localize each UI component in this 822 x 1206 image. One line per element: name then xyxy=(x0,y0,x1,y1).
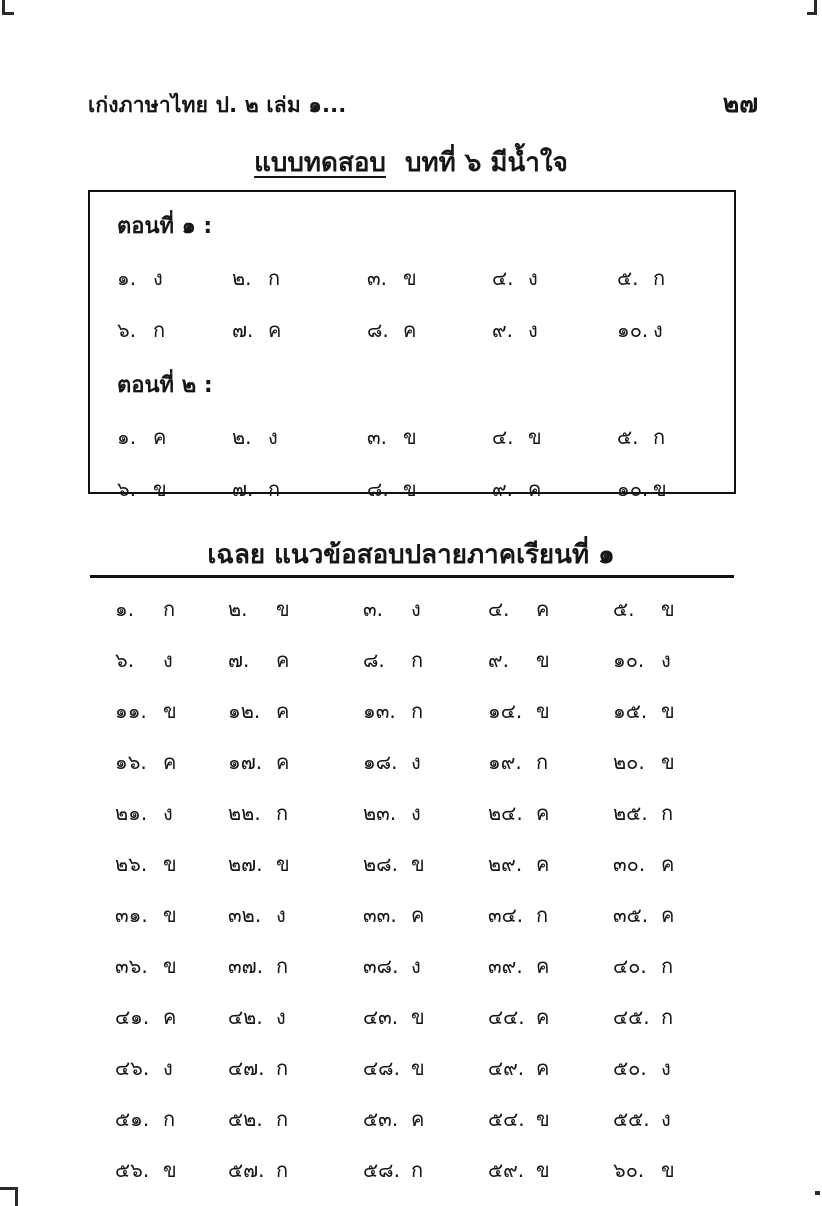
answer-item xyxy=(363,797,488,829)
answer-number: ๒๖. xyxy=(115,852,148,876)
answer-choice: ง xyxy=(163,801,173,825)
answer-number: ๖. xyxy=(117,318,137,342)
answer-choice: ข xyxy=(403,425,417,449)
answer-choice: ก xyxy=(653,425,666,449)
answer-item xyxy=(115,1052,228,1084)
answer-number: ๗. xyxy=(232,477,254,501)
answer-number: ๒๔. xyxy=(488,801,523,825)
answer-number: ๕. xyxy=(617,266,639,290)
answer-number: ๓๑. xyxy=(115,903,148,927)
answer-choice: ค xyxy=(536,954,550,978)
answer-number: ๑๐. xyxy=(617,318,649,342)
answer-number: ๑๙. xyxy=(488,750,522,774)
answer-item xyxy=(613,644,723,676)
test-answer-box xyxy=(88,190,736,501)
answer-number: ๕๐. xyxy=(613,1056,647,1080)
answer-number: ๔๐. xyxy=(613,954,647,978)
answer-choice: ง xyxy=(163,1056,173,1080)
answer-number: ๔๘. xyxy=(363,1056,400,1080)
answer-number: ๓. xyxy=(363,597,384,621)
answer-item xyxy=(228,695,363,727)
answer-item xyxy=(363,1052,488,1084)
answer-number: ๕๘. xyxy=(363,1158,400,1182)
answer-number: ๑๓. xyxy=(363,699,396,723)
answer-item xyxy=(488,644,613,676)
answer-number: ๔๑. xyxy=(115,1005,150,1029)
answer-item xyxy=(613,950,723,982)
answer-choice: ค xyxy=(536,1056,550,1080)
answer-item xyxy=(228,848,363,880)
answer-number: ๒. xyxy=(232,266,252,290)
answer-choice: ค xyxy=(528,477,542,501)
answer-choice: ข xyxy=(153,477,167,501)
answer-choice: ข xyxy=(411,1005,425,1029)
answer-choice: ค xyxy=(163,1005,177,1029)
answer-number: ๓๔. xyxy=(488,903,524,927)
answer-item xyxy=(228,899,363,931)
answer-choice: ข xyxy=(163,852,177,876)
answer-item xyxy=(488,848,613,880)
answer-choice: ข xyxy=(528,425,542,449)
answer-number: ๕๑. xyxy=(115,1107,150,1131)
answer-choice: ง xyxy=(528,318,538,342)
answer-choice: ข xyxy=(411,852,425,876)
answer-item xyxy=(367,421,492,453)
answer-number: ๔๖. xyxy=(115,1056,150,1080)
answer-number: ๕๗. xyxy=(228,1158,265,1182)
answer-choice: ง xyxy=(528,266,538,290)
answer-item xyxy=(488,1001,613,1033)
answer-choice: ง xyxy=(268,425,278,449)
answer-item xyxy=(115,593,228,625)
answer-number: ๒. xyxy=(228,597,248,621)
answer-item xyxy=(363,746,488,778)
answer-item xyxy=(228,1052,363,1084)
answer-item xyxy=(613,899,723,931)
answer-choice: ก xyxy=(411,648,424,672)
answer-choice: ก xyxy=(153,318,166,342)
answer-number: ๒๐. xyxy=(613,750,645,774)
answer-item xyxy=(228,1154,363,1186)
answer-item xyxy=(363,899,488,931)
answer-choice: ข xyxy=(411,1056,425,1080)
answer-number: ๕. xyxy=(613,597,635,621)
answer-number: ๑. xyxy=(117,266,137,290)
answer-choice: ก xyxy=(268,477,281,501)
answer-choice: ก xyxy=(661,801,674,825)
answer-item xyxy=(613,695,723,727)
part1-answers-grid xyxy=(117,262,734,346)
answer-number: ๑. xyxy=(115,597,135,621)
answer-number: ๑. xyxy=(117,425,137,449)
answer-choice: ก xyxy=(268,266,281,290)
answer-number: ๔. xyxy=(492,266,514,290)
crop-mark-bottom-left xyxy=(0,1187,18,1206)
answer-key-title: เฉลย แนวข้อสอบปลายภาคเรียนที่ ๑ xyxy=(207,540,615,570)
answer-number: ๑๑. xyxy=(115,699,147,723)
answer-choice: ก xyxy=(536,903,549,927)
answer-choice: ง xyxy=(153,266,163,290)
answer-number: ๘. xyxy=(367,477,389,501)
answer-item xyxy=(115,1001,228,1033)
answer-number: ๓๕. xyxy=(613,903,649,927)
answer-number: ๓๒. xyxy=(228,903,262,927)
answer-item xyxy=(117,314,232,346)
answer-item xyxy=(228,1001,363,1033)
answer-choice: ค xyxy=(536,801,550,825)
answer-number: ๑๐. xyxy=(613,648,645,672)
answer-number: ๘. xyxy=(363,648,385,672)
answer-number: ๔. xyxy=(488,597,510,621)
answer-item xyxy=(613,797,723,829)
answer-number: ๖. xyxy=(117,477,137,501)
answer-item xyxy=(115,644,228,676)
answer-choice: ง xyxy=(411,597,421,621)
answer-choice: ค xyxy=(536,852,550,876)
answer-number: ๒. xyxy=(232,425,252,449)
answer-choice: ก xyxy=(661,954,674,978)
answer-number: ๔๙. xyxy=(488,1056,525,1080)
answer-number: ๑๘. xyxy=(363,750,398,774)
answer-number: ๓๗. xyxy=(228,954,264,978)
answer-item xyxy=(492,314,617,346)
answer-item xyxy=(228,746,363,778)
answer-choice: ง xyxy=(661,1107,671,1131)
answer-choice: ก xyxy=(536,750,549,774)
answer-choice: ค xyxy=(661,852,675,876)
answer-choice: ก xyxy=(276,1158,289,1182)
answer-number: ๒๕. xyxy=(613,801,648,825)
answer-choice: ง xyxy=(661,1056,671,1080)
crop-mark-bottom-right xyxy=(815,1191,820,1195)
answer-item xyxy=(488,797,613,829)
answer-choice: ค xyxy=(411,903,425,927)
answer-number: ๙. xyxy=(492,318,514,342)
answer-choice: ข xyxy=(163,699,177,723)
answer-number: ๙. xyxy=(492,477,514,501)
answer-choice: ค xyxy=(536,1005,550,1029)
answer-choice: ก xyxy=(163,597,176,621)
answer-item xyxy=(613,1001,723,1033)
answer-choice: ค xyxy=(276,750,290,774)
answer-number: ๕๓. xyxy=(363,1107,399,1131)
answer-item xyxy=(488,1052,613,1084)
answer-number: ๒๗. xyxy=(228,852,263,876)
answer-number: ๓๓. xyxy=(363,903,397,927)
answer-number: ๕๒. xyxy=(228,1107,263,1131)
answer-choice: ง xyxy=(661,648,671,672)
answer-choice: ข xyxy=(536,1158,550,1182)
answer-number: ๔๕. xyxy=(613,1005,650,1029)
answer-key-rule xyxy=(90,575,734,578)
answer-number: ๕๕. xyxy=(613,1107,650,1131)
answer-key-grid xyxy=(115,593,723,1186)
book-title: เก่งภาษาไทย ป. ๒ เล่ม ๑... xyxy=(88,93,347,117)
answer-item xyxy=(115,950,228,982)
answer-number: ๓. xyxy=(367,425,388,449)
answer-choice: ข xyxy=(661,1158,675,1182)
answer-choice: ค xyxy=(276,699,290,723)
answer-item xyxy=(363,1103,488,1135)
answer-number: ๔๔. xyxy=(488,1005,525,1029)
answer-choice: ข xyxy=(661,699,675,723)
answer-item xyxy=(488,1154,613,1186)
answer-item xyxy=(363,1154,488,1186)
answer-item xyxy=(488,899,613,931)
answer-number: ๗. xyxy=(232,318,254,342)
answer-item xyxy=(488,695,613,727)
section-label-part1: ตอนที่ ๑ : xyxy=(117,214,213,239)
answer-choice: ข xyxy=(661,597,675,621)
answer-item xyxy=(232,473,367,505)
answer-item xyxy=(613,1154,723,1186)
answer-item xyxy=(492,262,617,294)
answer-number: ๒๑. xyxy=(115,801,148,825)
answer-item xyxy=(363,1001,488,1033)
answer-number: ๒๓. xyxy=(363,801,397,825)
answer-item xyxy=(228,593,363,625)
answer-item xyxy=(617,473,734,505)
answer-number: ๓๖. xyxy=(115,954,148,978)
answer-number: ๒๒. xyxy=(228,801,261,825)
answer-item xyxy=(115,695,228,727)
answer-choice: ก xyxy=(163,1107,176,1131)
answer-item xyxy=(613,1103,723,1135)
answer-choice: ง xyxy=(276,903,286,927)
answer-number: ๑๔. xyxy=(488,699,523,723)
answer-item xyxy=(617,262,734,294)
answer-choice: ค xyxy=(268,318,282,342)
answer-item xyxy=(228,797,363,829)
answer-item xyxy=(232,314,367,346)
answer-choice: ง xyxy=(163,648,173,672)
answer-item xyxy=(115,1103,228,1135)
answer-choice: ก xyxy=(276,1107,289,1131)
answer-choice: ข xyxy=(403,477,417,501)
answer-choice: ค xyxy=(276,648,290,672)
answer-item xyxy=(363,593,488,625)
answer-number: ๖๐. xyxy=(613,1158,645,1182)
answer-item xyxy=(363,695,488,727)
answer-item xyxy=(613,593,723,625)
answer-item xyxy=(228,1103,363,1135)
answer-choice: ก xyxy=(276,801,289,825)
answer-number: ๑๗. xyxy=(228,750,263,774)
answer-item xyxy=(117,262,232,294)
answer-number: ๕๔. xyxy=(488,1107,525,1131)
answer-item xyxy=(228,644,363,676)
test-title-underlined: แบบทดสอบ xyxy=(254,148,386,178)
answer-item xyxy=(232,421,367,453)
answer-number: ๓๙. xyxy=(488,954,523,978)
answer-number: ๕. xyxy=(617,425,639,449)
answer-choice: ง xyxy=(411,801,421,825)
part2-answers-grid xyxy=(117,421,734,505)
answer-number: ๗. xyxy=(228,648,250,672)
answer-item xyxy=(488,950,613,982)
answer-item xyxy=(363,950,488,982)
answer-choice: ค xyxy=(661,903,675,927)
answer-item xyxy=(363,848,488,880)
page-header xyxy=(88,84,758,124)
test-title-rest: บทที่ ๖ มีน้ำใจ xyxy=(405,148,568,178)
answer-item xyxy=(613,1052,723,1084)
answer-number: ๓๐. xyxy=(613,852,646,876)
answer-number: ๕๙. xyxy=(488,1158,525,1182)
answer-number: ๑๒. xyxy=(228,699,261,723)
page-number: ๒๗ xyxy=(722,89,758,118)
crop-mark-top-right xyxy=(807,0,817,15)
answer-choice: ข xyxy=(403,266,417,290)
answer-item xyxy=(115,848,228,880)
answer-choice: ข xyxy=(276,852,290,876)
answer-item xyxy=(232,262,367,294)
answer-item xyxy=(115,797,228,829)
answer-choice: ก xyxy=(276,1056,289,1080)
answer-choice: ข xyxy=(163,954,177,978)
answer-number: ๘. xyxy=(367,318,389,342)
answer-choice: ค xyxy=(403,318,417,342)
answer-choice: ข xyxy=(661,750,675,774)
answer-item xyxy=(115,746,228,778)
answer-choice: ก xyxy=(411,1158,424,1182)
answer-choice: ข xyxy=(163,903,177,927)
answer-item xyxy=(367,262,492,294)
answer-choice: ง xyxy=(653,318,663,342)
answer-choice: ข xyxy=(163,1158,177,1182)
answer-number: ๒๘. xyxy=(363,852,398,876)
answer-choice: ง xyxy=(276,1005,286,1029)
answer-choice: ก xyxy=(661,1005,674,1029)
answer-number: ๕๖. xyxy=(115,1158,150,1182)
answer-choice: ง xyxy=(411,954,421,978)
crop-mark-top-left xyxy=(2,0,14,15)
answer-item xyxy=(488,593,613,625)
answer-item xyxy=(613,848,723,880)
answer-item xyxy=(117,473,232,505)
answer-item xyxy=(117,421,232,453)
answer-choice: ข xyxy=(536,699,550,723)
answer-item xyxy=(115,1154,228,1186)
answer-item xyxy=(367,314,492,346)
answer-number: ๑๕. xyxy=(613,699,648,723)
answer-number: ๓๘. xyxy=(363,954,399,978)
answer-number: ๑๖. xyxy=(115,750,147,774)
answer-choice: ก xyxy=(276,954,289,978)
answer-number: ๔๓. xyxy=(363,1005,399,1029)
answer-number: ๔๒. xyxy=(228,1005,263,1029)
test-title xyxy=(0,142,822,183)
answer-choice: ข xyxy=(536,1107,550,1131)
answer-item xyxy=(617,421,734,453)
answer-item xyxy=(492,421,617,453)
answer-number: ๔. xyxy=(492,425,514,449)
answer-item xyxy=(363,644,488,676)
answer-number: ๓. xyxy=(367,266,388,290)
answer-choice: ก xyxy=(411,699,424,723)
answer-choice: ค xyxy=(153,425,167,449)
answer-choice: ข xyxy=(276,597,290,621)
answer-item xyxy=(617,314,734,346)
answer-item xyxy=(115,899,228,931)
answer-item xyxy=(488,1103,613,1135)
answer-item xyxy=(367,473,492,505)
answer-number: ๑๐. xyxy=(617,477,649,501)
answer-number: ๔๗. xyxy=(228,1056,265,1080)
section-label-part2: ตอนที่ ๒ : xyxy=(117,373,213,398)
answer-item xyxy=(488,746,613,778)
answer-choice: ค xyxy=(163,750,177,774)
answer-number: ๒๙. xyxy=(488,852,523,876)
answer-choice: ข xyxy=(536,648,550,672)
answer-number: ๙. xyxy=(488,648,510,672)
answer-choice: ก xyxy=(653,266,666,290)
answer-choice: ค xyxy=(536,597,550,621)
answer-number: ๖. xyxy=(115,648,135,672)
answer-choice: ค xyxy=(411,1107,425,1131)
answer-item xyxy=(492,473,617,505)
answer-choice: ง xyxy=(411,750,421,774)
answer-choice: ข xyxy=(653,477,667,501)
answer-item xyxy=(613,746,723,778)
answer-item xyxy=(228,950,363,982)
